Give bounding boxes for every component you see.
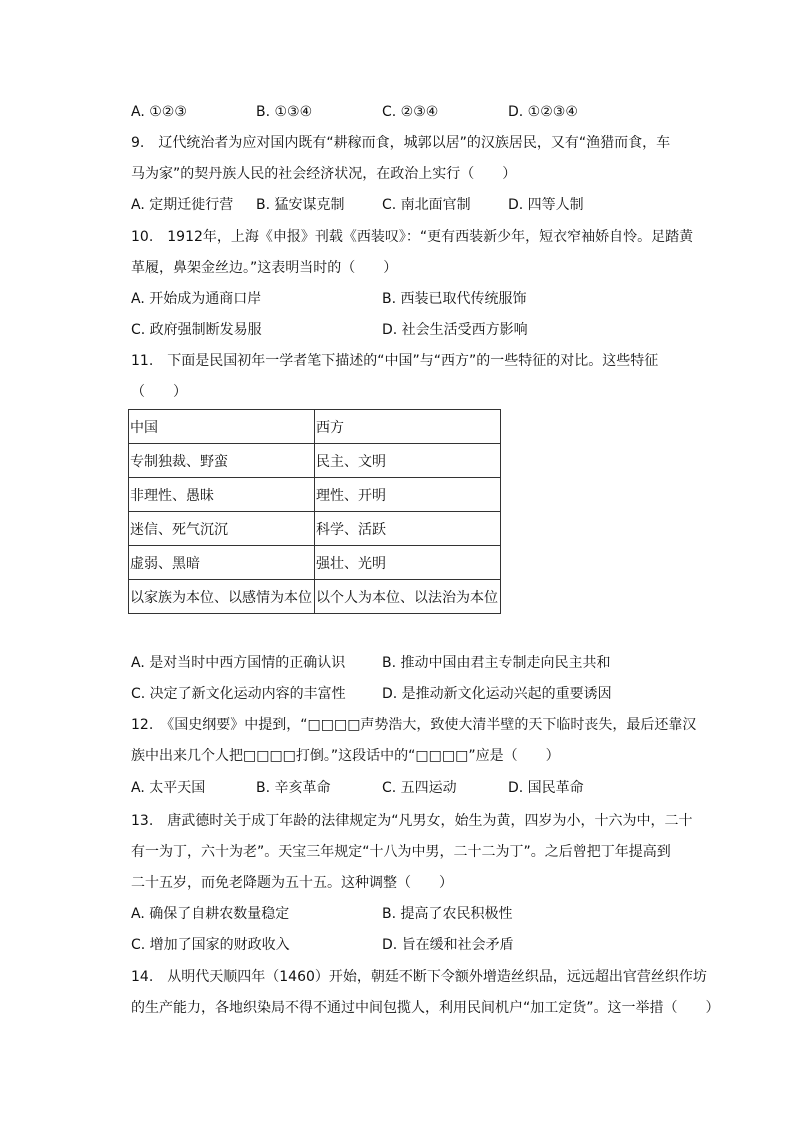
table-row <box>129 580 501 614</box>
q10-stem-line1: 10. 1912年，上海《申报》刊载《西装叹》：“更有西装新少年，短衣窄袖娇自怜。足踏黄 <box>131 229 694 245</box>
q8-option-d[interactable]: D. ①②③④ <box>508 104 578 120</box>
table-row <box>129 478 501 512</box>
comparison-table <box>128 409 501 614</box>
q13-option-a[interactable]: A. 确保了自耕农数量稳定 <box>131 906 290 922</box>
q14-stem-line2: 的生产能力，各地织染局不得不通过中间包揽人，利用民间机户“加工定货”。这一举措（ ） <box>131 1000 720 1016</box>
table-cell: 科学、活跃 <box>315 512 501 546</box>
q11-stem-line2: （ ） <box>131 384 187 400</box>
table-row <box>129 512 501 546</box>
table-header-west: 西方 <box>315 410 501 444</box>
q11-option-a[interactable]: A. 是对当时中西方国情的正确认识 <box>131 655 346 671</box>
table-cell: 强壮、光明 <box>315 546 501 580</box>
q13-option-d[interactable]: D. 旨在缓和社会矛盾 <box>382 937 514 953</box>
q8-option-c[interactable]: C. ②③④ <box>382 104 439 120</box>
q9-option-b[interactable]: B. 猛安谋克制 <box>256 197 345 213</box>
q12-option-d[interactable]: D. 国民革命 <box>508 780 584 796</box>
q14-stem-line1: 14. 从明代天顺四年（1460）开始，朝廷不断下令额外增造丝织品，远远超出官营丝织作坊 <box>131 969 707 985</box>
q8-option-b[interactable]: B. ①③④ <box>256 104 313 120</box>
q13-option-b[interactable]: B. 提高了农民积极性 <box>382 906 513 922</box>
q10-option-b[interactable]: B. 西装已取代传统服饰 <box>382 291 527 307</box>
q11-option-d[interactable]: D. 是推动新文化运动兴起的重要诱因 <box>382 686 612 702</box>
q11-option-c[interactable]: C. 决定了新文化运动内容的丰富性 <box>131 686 346 702</box>
table-cell: 理性、开明 <box>315 478 501 512</box>
table-cell: 专制独裁、野蛮 <box>129 444 315 478</box>
q12-option-b[interactable]: B. 辛亥革命 <box>256 780 331 796</box>
q12-stem-line2: 族中出来几个人把□□□□打倒。”这段话中的“□□□□”应是（ ） <box>131 748 560 764</box>
q12-option-a[interactable]: A. 太平天国 <box>131 780 206 796</box>
q13-stem-line2: 有一为丁，六十为老”。天宝三年规定“十八为中男，二十二为丁”。之后曾把丁年提高到 <box>131 844 671 860</box>
table-header-row <box>129 410 501 444</box>
q13-stem-line1: 13. 唐武德时关于成丁年龄的法律规定为“凡男女，始生为黄，四岁为小，十六为中，二十 <box>131 813 693 829</box>
q10-option-c[interactable]: C. 政府强制断发易服 <box>131 322 262 338</box>
q10-stem-line2: 革履，鼻架金丝边。”这表明当时的（ ） <box>131 260 398 276</box>
table-row <box>129 546 501 580</box>
table-cell: 以个人为本位、以法治为本位 <box>315 580 501 614</box>
table-cell: 迷信、死气沉沉 <box>129 512 315 546</box>
q10-option-d[interactable]: D. 社会生活受西方影响 <box>382 322 528 338</box>
q9-option-a[interactable]: A. 定期迁徙行营 <box>131 197 234 213</box>
q9-stem-line2: 马为家”的契丹族人民的社会经济状况，在政治上实行（ ） <box>131 166 517 182</box>
table-header-china: 中国 <box>129 410 315 444</box>
q9-option-c[interactable]: C. 南北面官制 <box>382 197 471 213</box>
q9-option-d[interactable]: D. 四等人制 <box>508 197 584 213</box>
q11-option-b[interactable]: B. 推动中国由君主专制走向民主共和 <box>382 655 611 671</box>
q10-option-a[interactable]: A. 开始成为通商口岸 <box>131 291 262 307</box>
q8-option-a[interactable]: A. ①②③ <box>131 104 187 120</box>
q13-option-c[interactable]: C. 增加了国家的财政收入 <box>131 937 290 953</box>
q12-stem-line1: 12. 《国史纲要》中提到，“□□□□声势浩大，致使大清半壁的天下临时丧失，最后还靠汉 <box>131 717 697 733</box>
q13-stem-line3: 二十五岁，而免老降题为五十五。这种调整（ ） <box>131 875 453 891</box>
table-row <box>129 444 501 478</box>
table-cell: 以家族为本位、以感情为本位 <box>129 580 315 614</box>
table-cell: 虚弱、黑暗 <box>129 546 315 580</box>
table-cell: 民主、文明 <box>315 444 501 478</box>
table-cell: 非理性、愚昧 <box>129 478 315 512</box>
q9-stem-line1: 9. 辽代统治者为应对国内既有“耕稼而食，城郭以居”的汉族居民，又有“渔猎而食，车 <box>131 135 671 151</box>
q12-option-c[interactable]: C. 五四运动 <box>382 780 457 796</box>
q11-stem-line1: 11. 下面是民国初年一学者笔下描述的“中国”与“西方”的一些特征的对比。这些特征 <box>131 353 659 369</box>
